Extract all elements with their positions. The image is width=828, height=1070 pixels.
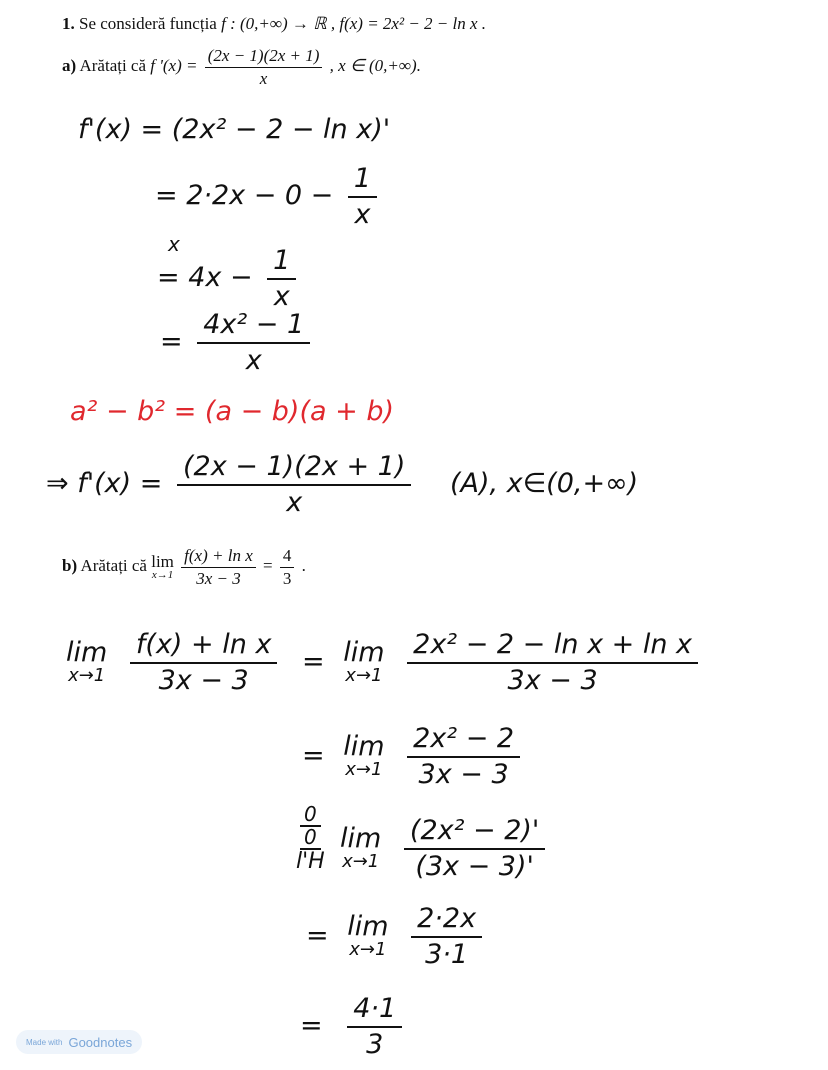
hw-b-row-2-den: 3x − 3 [418,758,509,790]
hw-b-row-4 [306,904,488,969]
hw-a-identity: a² − b² = (a − b)(a + b) [70,396,394,427]
hw-a-line-2-lhs: = 2·2x − 0 − [155,180,334,212]
badge-made-with: Made with [26,1037,63,1047]
part-a-lhs: f '(x) = [150,55,198,75]
part-b-limit [151,553,174,581]
part-b-denominator: 3x − 3 [196,568,241,588]
hw-b-row-4-eq: = [306,920,329,952]
hw-b-row-2-num: 2x² − 2 [407,724,520,758]
part-b-eq: = [263,555,273,575]
hw-b-row-4-lim: lim [347,911,389,943]
hw-b-row-3-lim: lim [340,823,382,855]
part-b-lim-sub: x→1 [151,569,174,582]
hw-b-row-1-limit-2 [343,639,384,686]
part-a-prefix: Arătați că [79,55,147,75]
hw-a-conclusion-den: x [286,486,303,518]
part-a-label: a) [62,55,77,75]
part-a-fraction [205,46,323,88]
part-b-result-num: 4 [280,546,295,568]
hw-b-row-2-fraction [407,724,520,789]
hw-b-row-1-rfraction [407,630,698,695]
hw-b-row-1-fraction [130,630,278,695]
hw-a-line-4-eq: = [160,326,183,358]
hw-b-row-1-num: f(x) + ln x [130,630,278,664]
hw-a-conclusion-fraction [177,452,411,517]
hw-a-line-4-den: x [245,344,262,376]
part-b-statement [62,546,306,588]
hw-a-line-3-den: x [273,280,290,312]
hw-b-row-1-limit [66,639,107,686]
hw-b-row-2 [302,724,526,789]
hw-a-line-2 [155,164,383,229]
hw-b-row-4-num: 2·2x [411,904,482,938]
hw-a-line-3-fraction [267,246,296,311]
part-a-denominator: x [259,68,268,88]
made-with-goodnotes-badge [16,1030,142,1054]
hw-b-row-3-marker [296,804,325,873]
hw-b-row-5-num: 4·1 [347,994,402,1028]
hw-b-row-1-lim-sub: x→1 [68,665,106,687]
hw-b-row-4-den: 3·1 [425,938,469,970]
part-b-result-den: 3 [282,568,292,588]
hw-b-row-1-rnum: 2x² − 2 − ln x + ln x [407,630,698,664]
part-b-end: . [301,555,306,575]
hw-a-conclusion [46,452,638,517]
hw-a-line-2-fraction [348,164,377,229]
hw-b-row-1 [66,630,704,695]
hw-b-row-3-top: 0 [303,802,317,826]
hw-b-row-3 [340,816,551,881]
hw-b-row-1-eq: = [302,646,325,678]
hw-b-row-2-eq: = [302,740,325,772]
problem-number: 1. [62,14,75,33]
hw-a-line-4 [160,310,316,375]
part-b-label: b) [62,555,78,575]
badge-brand: Goodnotes [68,1034,133,1050]
hw-b-row-3-num: (2x² − 2)' [404,816,545,850]
hw-b-row-1-lim: lim [66,637,108,669]
hw-a-conclusion-num: (2x − 1)(2x + 1) [177,452,411,486]
hw-b-row-4-limit [347,913,388,960]
part-a-domain: , x ∈ (0,+∞). [329,55,421,75]
part-b-fraction [181,546,256,588]
hw-a-conclusion-lhs: ⇒ f'(x) = [46,468,163,500]
part-a-numerator: (2x − 1)(2x + 1) [205,46,323,68]
part-a-statement [62,46,421,88]
hw-b-row-3-limit [340,825,381,872]
part-b-numerator: f(x) + ln x [181,546,256,568]
hw-b-row-5-eq: = [300,1010,323,1042]
hw-b-row-1-lim-2-sub: x→1 [345,665,383,687]
hw-b-row-3-mid: 0 [300,825,321,850]
hw-b-row-5-den: 3 [366,1028,384,1060]
hw-a-line-1: f'(x) = (2x² − 2 − ln x)' [78,114,391,145]
problem-statement [62,14,486,34]
hw-a-line-3-num: 1 [267,246,296,280]
part-b-prefix: Arătați că [80,555,147,575]
statement-map: f : (0,+∞) → ℝ , [221,14,336,33]
hw-b-row-3-den: (3x − 3)' [415,850,534,882]
statement-def: f(x) = 2x² − 2 − ln x . [339,14,487,33]
hw-a-conclusion-tail: (A), x∈(0,+∞) [449,468,639,500]
hw-b-row-1-den: 3x − 3 [158,664,249,696]
hw-b-row-2-lim-sub: x→1 [345,759,383,781]
hw-b-row-2-lim: lim [343,731,385,763]
hw-a-line-4-num: 4x² − 1 [197,310,310,344]
part-b-lim: lim [151,552,174,572]
hw-a-line-2-num: 1 [348,164,377,198]
hw-b-row-5-fraction [347,994,402,1059]
hw-a-line-2-den: x [354,198,371,230]
hw-a-line-3-lhs: = 4x − [157,262,253,294]
hw-a-line-3-mark: x [168,232,180,256]
hw-b-row-4-lim-sub: x→1 [349,939,387,961]
hw-b-row-1-rden: 3x − 3 [507,664,598,696]
hw-b-row-4-fraction [411,904,482,969]
hw-b-row-3-bot: l'H [296,849,325,874]
hw-b-row-3-lim-sub: x→1 [342,851,380,873]
hw-b-row-1-lim-2: lim [343,637,385,669]
statement-prefix: Se consideră funcția [79,14,217,33]
hw-b-row-5 [300,994,408,1059]
part-b-result [280,546,295,588]
hw-a-line-3 [157,246,302,311]
hw-b-row-3-fraction [404,816,545,881]
hw-b-row-2-limit [343,733,384,780]
hw-a-line-4-fraction [197,310,310,375]
